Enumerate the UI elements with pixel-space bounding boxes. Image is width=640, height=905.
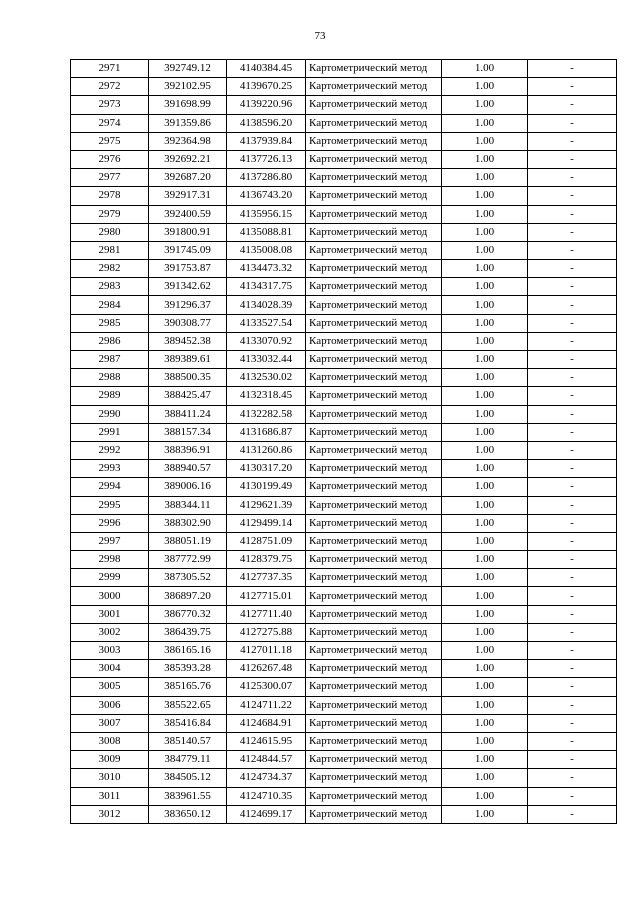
y-coordinate-cell: 4128751.09 [227, 532, 306, 550]
method-cell: Картометрический метод [306, 496, 442, 514]
y-coordinate-cell: 4125300.07 [227, 678, 306, 696]
table-row [71, 78, 617, 96]
accuracy-cell: 1.00 [442, 241, 528, 259]
point-number-cell: 3001 [71, 605, 149, 623]
point-number-cell: 2994 [71, 478, 149, 496]
accuracy-cell: 1.00 [442, 278, 528, 296]
x-coordinate-cell: 392400.59 [149, 205, 227, 223]
table-row [71, 351, 617, 369]
description-cell: - [528, 441, 617, 459]
x-coordinate-cell: 388425.47 [149, 387, 227, 405]
x-coordinate-cell: 388500.35 [149, 369, 227, 387]
accuracy-cell: 1.00 [442, 132, 528, 150]
description-cell: - [528, 241, 617, 259]
method-cell: Картометрический метод [306, 696, 442, 714]
description-cell: - [528, 660, 617, 678]
table-row [71, 714, 617, 732]
accuracy-cell: 1.00 [442, 78, 528, 96]
point-number-cell: 2978 [71, 187, 149, 205]
method-cell: Картометрический метод [306, 60, 442, 78]
accuracy-cell: 1.00 [442, 751, 528, 769]
y-coordinate-cell: 4140384.45 [227, 60, 306, 78]
point-number-cell: 3002 [71, 623, 149, 641]
table-row [71, 132, 617, 150]
description-cell: - [528, 405, 617, 423]
table-row [71, 405, 617, 423]
table-row [71, 369, 617, 387]
y-coordinate-cell: 4137726.13 [227, 150, 306, 168]
method-cell: Картометрический метод [306, 532, 442, 550]
x-coordinate-cell: 383650.12 [149, 805, 227, 823]
accuracy-cell: 1.00 [442, 642, 528, 660]
y-coordinate-cell: 4131686.87 [227, 423, 306, 441]
point-number-cell: 2997 [71, 532, 149, 550]
table-row [71, 314, 617, 332]
accuracy-cell: 1.00 [442, 660, 528, 678]
method-cell: Картометрический метод [306, 478, 442, 496]
accuracy-cell: 1.00 [442, 623, 528, 641]
description-cell: - [528, 96, 617, 114]
method-cell: Картометрический метод [306, 296, 442, 314]
method-cell: Картометрический метод [306, 605, 442, 623]
y-coordinate-cell: 4137286.80 [227, 169, 306, 187]
x-coordinate-cell: 391359.86 [149, 114, 227, 132]
description-cell: - [528, 569, 617, 587]
method-cell: Картометрический метод [306, 642, 442, 660]
y-coordinate-cell: 4132318.45 [227, 387, 306, 405]
description-cell: - [528, 623, 617, 641]
accuracy-cell: 1.00 [442, 532, 528, 550]
x-coordinate-cell: 389452.38 [149, 332, 227, 350]
table-row [71, 260, 617, 278]
table-row [71, 623, 617, 641]
point-number-cell: 2981 [71, 241, 149, 259]
y-coordinate-cell: 4127011.18 [227, 642, 306, 660]
point-number-cell: 2973 [71, 96, 149, 114]
y-coordinate-cell: 4127275.88 [227, 623, 306, 641]
method-cell: Картометрический метод [306, 96, 442, 114]
x-coordinate-cell: 391753.87 [149, 260, 227, 278]
table-row [71, 642, 617, 660]
y-coordinate-cell: 4132282.58 [227, 405, 306, 423]
description-cell: - [528, 587, 617, 605]
accuracy-cell: 1.00 [442, 205, 528, 223]
point-number-cell: 2971 [71, 60, 149, 78]
accuracy-cell: 1.00 [442, 605, 528, 623]
description-cell: - [528, 296, 617, 314]
y-coordinate-cell: 4124615.95 [227, 732, 306, 750]
point-number-cell: 2972 [71, 78, 149, 96]
description-cell: - [528, 314, 617, 332]
method-cell: Картометрический метод [306, 114, 442, 132]
x-coordinate-cell: 391342.62 [149, 278, 227, 296]
method-cell: Картометрический метод [306, 369, 442, 387]
point-number-cell: 3004 [71, 660, 149, 678]
accuracy-cell: 1.00 [442, 787, 528, 805]
y-coordinate-cell: 4139220.96 [227, 96, 306, 114]
accuracy-cell: 1.00 [442, 332, 528, 350]
method-cell: Картометрический метод [306, 714, 442, 732]
method-cell: Картометрический метод [306, 332, 442, 350]
point-number-cell: 2982 [71, 260, 149, 278]
accuracy-cell: 1.00 [442, 296, 528, 314]
x-coordinate-cell: 392749.12 [149, 60, 227, 78]
accuracy-cell: 1.00 [442, 460, 528, 478]
point-number-cell: 2987 [71, 351, 149, 369]
method-cell: Картометрический метод [306, 514, 442, 532]
y-coordinate-cell: 4135088.81 [227, 223, 306, 241]
table-row [71, 514, 617, 532]
accuracy-cell: 1.00 [442, 769, 528, 787]
description-cell: - [528, 369, 617, 387]
table-row [71, 805, 617, 823]
description-cell: - [528, 787, 617, 805]
x-coordinate-cell: 384505.12 [149, 769, 227, 787]
y-coordinate-cell: 4124710.35 [227, 787, 306, 805]
accuracy-cell: 1.00 [442, 60, 528, 78]
x-coordinate-cell: 391745.09 [149, 241, 227, 259]
point-number-cell: 2985 [71, 314, 149, 332]
x-coordinate-cell: 388157.34 [149, 423, 227, 441]
description-cell: - [528, 187, 617, 205]
description-cell: - [528, 732, 617, 750]
table-row [71, 205, 617, 223]
description-cell: - [528, 260, 617, 278]
point-number-cell: 3009 [71, 751, 149, 769]
description-cell: - [528, 605, 617, 623]
point-number-cell: 2990 [71, 405, 149, 423]
x-coordinate-cell: 392364.98 [149, 132, 227, 150]
method-cell: Картометрический метод [306, 132, 442, 150]
y-coordinate-cell: 4130199.49 [227, 478, 306, 496]
description-cell: - [528, 332, 617, 350]
y-coordinate-cell: 4134473.32 [227, 260, 306, 278]
y-coordinate-cell: 4124711.22 [227, 696, 306, 714]
accuracy-cell: 1.00 [442, 314, 528, 332]
method-cell: Картометрический метод [306, 678, 442, 696]
point-number-cell: 2996 [71, 514, 149, 532]
method-cell: Картометрический метод [306, 751, 442, 769]
description-cell: - [528, 805, 617, 823]
x-coordinate-cell: 388302.90 [149, 514, 227, 532]
description-cell: - [528, 678, 617, 696]
table-row [71, 660, 617, 678]
description-cell: - [528, 114, 617, 132]
accuracy-cell: 1.00 [442, 369, 528, 387]
point-number-cell: 2983 [71, 278, 149, 296]
accuracy-cell: 1.00 [442, 805, 528, 823]
description-cell: - [528, 714, 617, 732]
y-coordinate-cell: 4134028.39 [227, 296, 306, 314]
table-row [71, 751, 617, 769]
x-coordinate-cell: 385416.84 [149, 714, 227, 732]
accuracy-cell: 1.00 [442, 223, 528, 241]
table-row [71, 150, 617, 168]
x-coordinate-cell: 385393.28 [149, 660, 227, 678]
description-cell: - [528, 551, 617, 569]
y-coordinate-cell: 4124684.91 [227, 714, 306, 732]
x-coordinate-cell: 385522.65 [149, 696, 227, 714]
y-coordinate-cell: 4127715.01 [227, 587, 306, 605]
method-cell: Картометрический метод [306, 460, 442, 478]
method-cell: Картометрический метод [306, 587, 442, 605]
table-row [71, 332, 617, 350]
description-cell: - [528, 751, 617, 769]
y-coordinate-cell: 4124734.37 [227, 769, 306, 787]
table-row [71, 241, 617, 259]
accuracy-cell: 1.00 [442, 696, 528, 714]
point-number-cell: 2975 [71, 132, 149, 150]
table-row [71, 223, 617, 241]
accuracy-cell: 1.00 [442, 569, 528, 587]
description-cell: - [528, 78, 617, 96]
y-coordinate-cell: 4127737.35 [227, 569, 306, 587]
method-cell: Картометрический метод [306, 314, 442, 332]
accuracy-cell: 1.00 [442, 441, 528, 459]
method-cell: Картометрический метод [306, 278, 442, 296]
coordinates-table [70, 59, 617, 824]
table-row [71, 387, 617, 405]
x-coordinate-cell: 385140.57 [149, 732, 227, 750]
x-coordinate-cell: 389389.61 [149, 351, 227, 369]
point-number-cell: 2991 [71, 423, 149, 441]
description-cell: - [528, 351, 617, 369]
description-cell: - [528, 514, 617, 532]
x-coordinate-cell: 392917.31 [149, 187, 227, 205]
method-cell: Картометрический метод [306, 241, 442, 259]
y-coordinate-cell: 4129499.14 [227, 514, 306, 532]
table-row [71, 296, 617, 314]
page-number: 73 [314, 30, 326, 42]
description-cell: - [528, 223, 617, 241]
description-cell: - [528, 205, 617, 223]
x-coordinate-cell: 386897.20 [149, 587, 227, 605]
method-cell: Картометрический метод [306, 423, 442, 441]
description-cell: - [528, 696, 617, 714]
method-cell: Картометрический метод [306, 187, 442, 205]
accuracy-cell: 1.00 [442, 96, 528, 114]
method-cell: Картометрический метод [306, 569, 442, 587]
point-number-cell: 2995 [71, 496, 149, 514]
y-coordinate-cell: 4133070.92 [227, 332, 306, 350]
y-coordinate-cell: 4135956.15 [227, 205, 306, 223]
y-coordinate-cell: 4128379.75 [227, 551, 306, 569]
description-cell: - [528, 769, 617, 787]
x-coordinate-cell: 392102.95 [149, 78, 227, 96]
table-row [71, 187, 617, 205]
point-number-cell: 2980 [71, 223, 149, 241]
x-coordinate-cell: 390308.77 [149, 314, 227, 332]
table-row [71, 605, 617, 623]
table-row [71, 441, 617, 459]
table-row [71, 478, 617, 496]
point-number-cell: 2999 [71, 569, 149, 587]
y-coordinate-cell: 4124844.57 [227, 751, 306, 769]
description-cell: - [528, 423, 617, 441]
y-coordinate-cell: 4126267.48 [227, 660, 306, 678]
point-number-cell: 2988 [71, 369, 149, 387]
point-number-cell: 3010 [71, 769, 149, 787]
table-row [71, 496, 617, 514]
y-coordinate-cell: 4136743.20 [227, 187, 306, 205]
x-coordinate-cell: 388411.24 [149, 405, 227, 423]
point-number-cell: 2977 [71, 169, 149, 187]
point-number-cell: 3003 [71, 642, 149, 660]
method-cell: Картометрический метод [306, 787, 442, 805]
y-coordinate-cell: 4134317.75 [227, 278, 306, 296]
table-row [71, 96, 617, 114]
accuracy-cell: 1.00 [442, 678, 528, 696]
accuracy-cell: 1.00 [442, 150, 528, 168]
table-body [71, 60, 617, 824]
point-number-cell: 3005 [71, 678, 149, 696]
x-coordinate-cell: 391698.99 [149, 96, 227, 114]
description-cell: - [528, 169, 617, 187]
table-row [71, 60, 617, 78]
point-number-cell: 2979 [71, 205, 149, 223]
accuracy-cell: 1.00 [442, 405, 528, 423]
x-coordinate-cell: 386439.75 [149, 623, 227, 641]
y-coordinate-cell: 4132530.02 [227, 369, 306, 387]
table-row [71, 423, 617, 441]
table-row [71, 114, 617, 132]
method-cell: Картометрический метод [306, 205, 442, 223]
y-coordinate-cell: 4124699.17 [227, 805, 306, 823]
point-number-cell: 3007 [71, 714, 149, 732]
accuracy-cell: 1.00 [442, 478, 528, 496]
x-coordinate-cell: 386165.16 [149, 642, 227, 660]
accuracy-cell: 1.00 [442, 496, 528, 514]
method-cell: Картометрический метод [306, 405, 442, 423]
accuracy-cell: 1.00 [442, 732, 528, 750]
point-number-cell: 3006 [71, 696, 149, 714]
method-cell: Картометрический метод [306, 805, 442, 823]
table-row [71, 678, 617, 696]
accuracy-cell: 1.00 [442, 351, 528, 369]
accuracy-cell: 1.00 [442, 169, 528, 187]
accuracy-cell: 1.00 [442, 423, 528, 441]
method-cell: Картометрический метод [306, 78, 442, 96]
table-row [71, 169, 617, 187]
point-number-cell: 2989 [71, 387, 149, 405]
x-coordinate-cell: 392692.21 [149, 150, 227, 168]
y-coordinate-cell: 4139670.25 [227, 78, 306, 96]
method-cell: Картометрический метод [306, 351, 442, 369]
point-number-cell: 3011 [71, 787, 149, 805]
description-cell: - [528, 278, 617, 296]
point-number-cell: 2986 [71, 332, 149, 350]
description-cell: - [528, 460, 617, 478]
point-number-cell: 3000 [71, 587, 149, 605]
x-coordinate-cell: 388396.91 [149, 441, 227, 459]
method-cell: Картометрический метод [306, 732, 442, 750]
table-row [71, 587, 617, 605]
table-row [71, 769, 617, 787]
y-coordinate-cell: 4127711.40 [227, 605, 306, 623]
x-coordinate-cell: 383961.55 [149, 787, 227, 805]
point-number-cell: 3008 [71, 732, 149, 750]
method-cell: Картометрический метод [306, 769, 442, 787]
y-coordinate-cell: 4130317.20 [227, 460, 306, 478]
y-coordinate-cell: 4131260.86 [227, 441, 306, 459]
accuracy-cell: 1.00 [442, 714, 528, 732]
method-cell: Картометрический метод [306, 623, 442, 641]
y-coordinate-cell: 4129621.39 [227, 496, 306, 514]
description-cell: - [528, 132, 617, 150]
x-coordinate-cell: 391800.91 [149, 223, 227, 241]
accuracy-cell: 1.00 [442, 187, 528, 205]
y-coordinate-cell: 4138596.20 [227, 114, 306, 132]
y-coordinate-cell: 4137939.84 [227, 132, 306, 150]
description-cell: - [528, 496, 617, 514]
method-cell: Картометрический метод [306, 150, 442, 168]
x-coordinate-cell: 387772.99 [149, 551, 227, 569]
x-coordinate-cell: 387305.52 [149, 569, 227, 587]
x-coordinate-cell: 388940.57 [149, 460, 227, 478]
method-cell: Картометрический метод [306, 223, 442, 241]
accuracy-cell: 1.00 [442, 514, 528, 532]
table-row [71, 732, 617, 750]
x-coordinate-cell: 391296.37 [149, 296, 227, 314]
y-coordinate-cell: 4133032.44 [227, 351, 306, 369]
x-coordinate-cell: 388344.11 [149, 496, 227, 514]
description-cell: - [528, 532, 617, 550]
point-number-cell: 2976 [71, 150, 149, 168]
method-cell: Картометрический метод [306, 551, 442, 569]
description-cell: - [528, 387, 617, 405]
method-cell: Картометрический метод [306, 169, 442, 187]
accuracy-cell: 1.00 [442, 551, 528, 569]
y-coordinate-cell: 4133527.54 [227, 314, 306, 332]
table-row [71, 569, 617, 587]
x-coordinate-cell: 389006.16 [149, 478, 227, 496]
point-number-cell: 2984 [71, 296, 149, 314]
description-cell: - [528, 150, 617, 168]
method-cell: Картометрический метод [306, 387, 442, 405]
accuracy-cell: 1.00 [442, 114, 528, 132]
description-cell: - [528, 60, 617, 78]
point-number-cell: 2998 [71, 551, 149, 569]
point-number-cell: 2992 [71, 441, 149, 459]
x-coordinate-cell: 386770.32 [149, 605, 227, 623]
point-number-cell: 2974 [71, 114, 149, 132]
accuracy-cell: 1.00 [442, 260, 528, 278]
point-number-cell: 2993 [71, 460, 149, 478]
description-cell: - [528, 478, 617, 496]
description-cell: - [528, 642, 617, 660]
accuracy-cell: 1.00 [442, 587, 528, 605]
point-number-cell: 3012 [71, 805, 149, 823]
method-cell: Картометрический метод [306, 441, 442, 459]
table-row [71, 551, 617, 569]
table-row [71, 532, 617, 550]
table-row [71, 696, 617, 714]
table-row [71, 278, 617, 296]
x-coordinate-cell: 392687.20 [149, 169, 227, 187]
method-cell: Картометрический метод [306, 660, 442, 678]
table-row [71, 460, 617, 478]
x-coordinate-cell: 385165.76 [149, 678, 227, 696]
table-row [71, 787, 617, 805]
accuracy-cell: 1.00 [442, 387, 528, 405]
x-coordinate-cell: 388051.19 [149, 532, 227, 550]
method-cell: Картометрический метод [306, 260, 442, 278]
y-coordinate-cell: 4135008.08 [227, 241, 306, 259]
x-coordinate-cell: 384779.11 [149, 751, 227, 769]
